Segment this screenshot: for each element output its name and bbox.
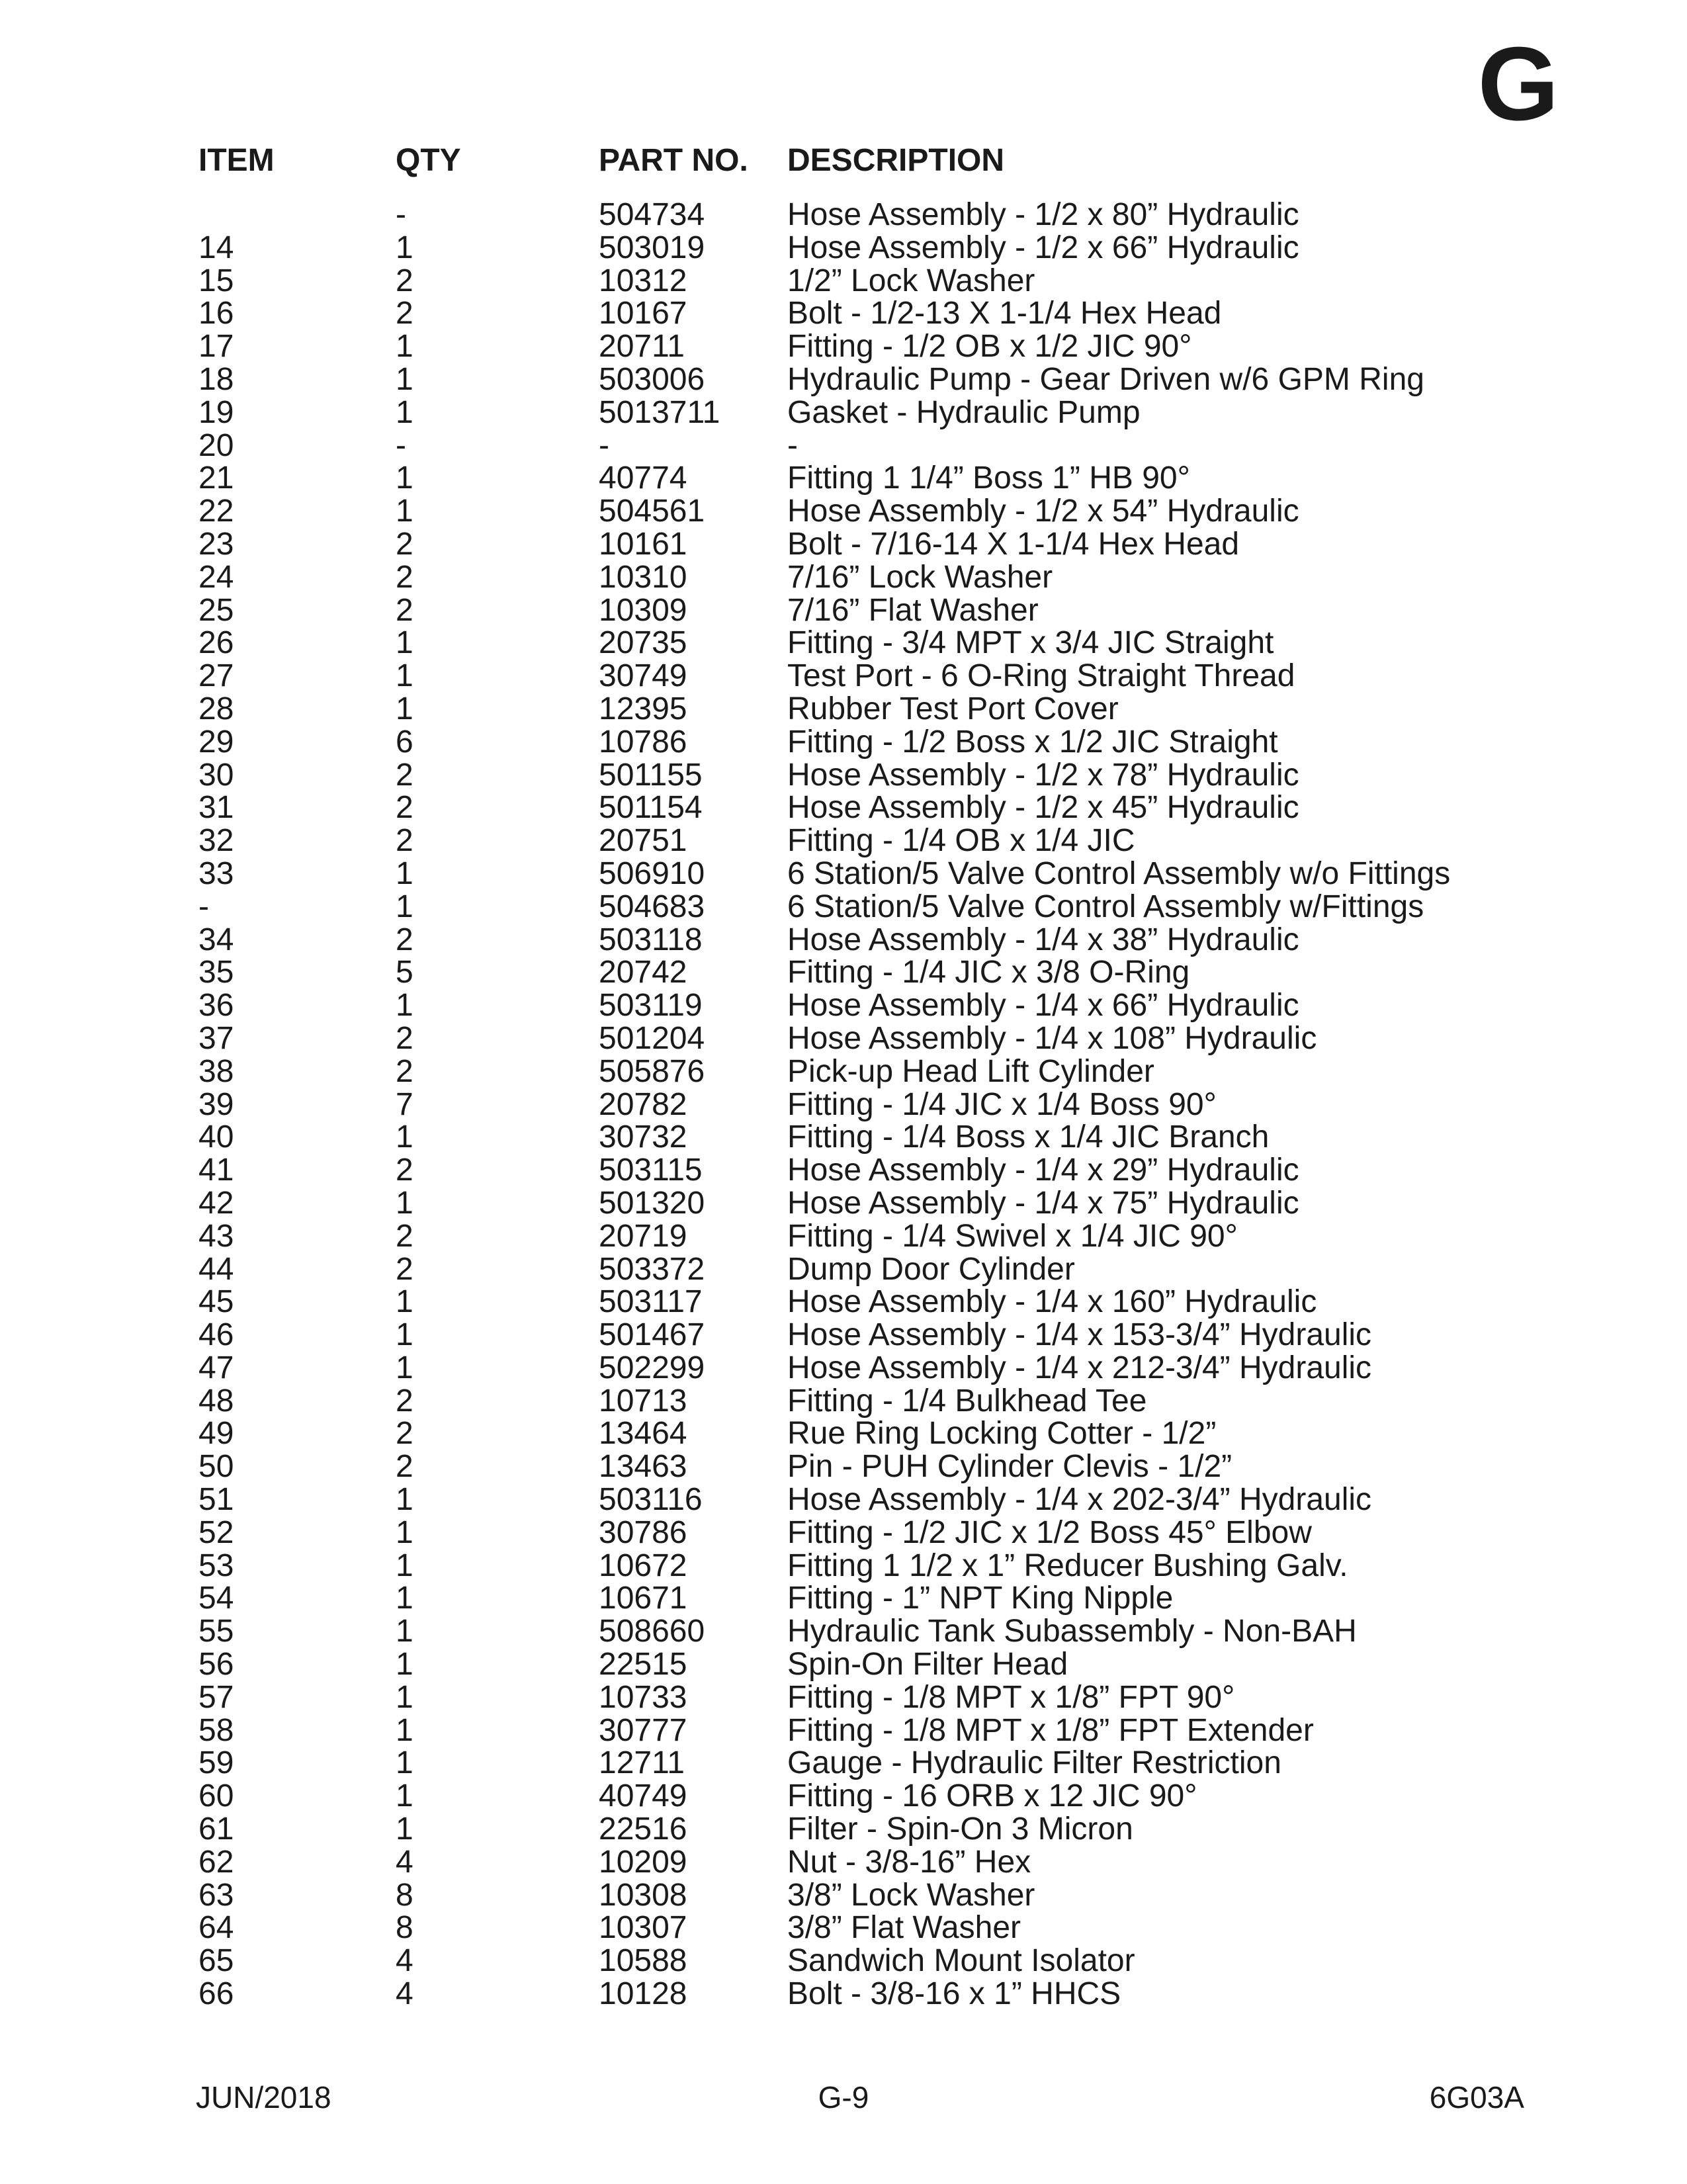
description-cell: Fitting 1 1/4” Boss 1” HB 90° [787, 460, 1190, 496]
description-cell: Fitting - 1/4 JIC x 3/8 O-Ring [787, 955, 1190, 990]
qty-cell: 1 [396, 691, 413, 726]
part-no-cell: 10310 [599, 559, 687, 595]
qty-cell: 8 [396, 1877, 413, 1913]
qty-cell: 1 [396, 1350, 413, 1385]
table-row [0, 1681, 1687, 1714]
part-no-cell: 12711 [599, 1745, 685, 1781]
table-row [0, 660, 1687, 693]
item-cell: 26 [198, 625, 234, 661]
table-row [0, 561, 1687, 594]
description-cell: Fitting - 1/2 Boss x 1/2 JIC Straight [787, 724, 1278, 760]
description-cell: Hose Assembly - 1/4 x 38” Hydraulic [787, 922, 1299, 957]
qty-cell: 1 [396, 658, 413, 694]
qty-cell: 1 [396, 361, 413, 397]
footer-page-number: G-9 [818, 2080, 869, 2115]
table-row [0, 1055, 1687, 1088]
item-cell: 34 [198, 922, 234, 957]
part-no-cell: 503119 [599, 988, 703, 1024]
qty-cell: 2 [396, 1153, 413, 1188]
item-cell: 37 [198, 1020, 234, 1056]
table-row [0, 297, 1687, 330]
table-row [0, 1813, 1687, 1846]
description-cell: Sandwich Mount Isolator [787, 1943, 1135, 1979]
table-row [0, 462, 1687, 495]
description-cell: Hose Assembly - 1/2 x 80” Hydraulic [787, 197, 1299, 232]
description-cell: Hose Assembly - 1/2 x 66” Hydraulic [787, 230, 1299, 265]
part-no-cell: 503115 [599, 1153, 703, 1188]
part-no-cell: 22516 [599, 1812, 687, 1847]
table-row [0, 1615, 1687, 1648]
table-header [0, 141, 1687, 181]
qty-cell: 2 [396, 1416, 413, 1452]
item-cell: 18 [198, 361, 234, 397]
description-cell: Hose Assembly - 1/4 x 29” Hydraulic [787, 1153, 1299, 1188]
section-letter: G [1477, 26, 1559, 142]
qty-cell: 2 [396, 757, 413, 793]
item-cell: 53 [198, 1548, 234, 1583]
table-row [0, 1516, 1687, 1550]
item-cell: 14 [198, 230, 234, 265]
description-cell: Hose Assembly - 1/2 x 54” Hydraulic [787, 494, 1299, 529]
table-row [0, 956, 1687, 989]
table-row [0, 330, 1687, 363]
part-no-cell: 504683 [599, 889, 705, 924]
part-no-cell: 20742 [599, 955, 687, 990]
item-cell: - [198, 889, 209, 924]
item-cell: 57 [198, 1679, 234, 1715]
qty-cell: 2 [396, 1383, 413, 1419]
description-cell: Hose Assembly - 1/4 x 212-3/4” Hydraulic [787, 1350, 1372, 1385]
part-no-cell: 22515 [599, 1647, 687, 1682]
qty-cell: 2 [396, 559, 413, 595]
qty-cell: 2 [396, 823, 413, 859]
part-no-cell: 10671 [599, 1581, 687, 1616]
part-no-cell: 505876 [599, 1053, 705, 1089]
part-no-cell: 10733 [599, 1679, 687, 1715]
item-cell: 23 [198, 526, 234, 562]
qty-cell: 1 [396, 1581, 413, 1616]
item-cell: 20 [198, 427, 234, 463]
part-no-cell: 503372 [599, 1251, 705, 1287]
qty-cell: 1 [396, 494, 413, 529]
qty-cell: 2 [396, 296, 413, 331]
description-cell: Fitting 1 1/2 x 1” Reducer Bushing Galv. [787, 1548, 1348, 1583]
qty-cell: 1 [396, 1712, 413, 1748]
item-cell: 28 [198, 691, 234, 726]
part-no-cell: 10713 [599, 1383, 687, 1419]
description-cell: Pin - PUH Cylinder Clevis - 1/2” [787, 1449, 1233, 1485]
description-cell: Fitting - 1/2 JIC x 1/2 Boss 45° Elbow [787, 1514, 1312, 1550]
description-cell: Hose Assembly - 1/2 x 45” Hydraulic [787, 790, 1299, 826]
qty-cell: 1 [396, 1119, 413, 1155]
item-cell: 42 [198, 1185, 234, 1221]
item-cell: 52 [198, 1514, 234, 1550]
description-cell: Bolt - 3/8-16 x 1” HHCS [787, 1976, 1121, 2012]
qty-cell: 2 [396, 263, 413, 298]
table-row [0, 363, 1687, 396]
qty-cell: 1 [396, 1614, 413, 1649]
part-no-cell: 20751 [599, 823, 687, 859]
table-row [0, 1944, 1687, 1978]
table-row [0, 1747, 1687, 1780]
description-cell: Hose Assembly - 1/4 x 153-3/4” Hydraulic [787, 1317, 1372, 1353]
part-no-cell: 10167 [599, 296, 687, 331]
description-cell: Fitting - 1/4 Swivel x 1/4 JIC 90° [787, 1218, 1238, 1254]
table-row [0, 759, 1687, 792]
qty-cell: 1 [396, 855, 413, 891]
description-cell: Spin-On Filter Head [787, 1647, 1068, 1682]
table-row [0, 495, 1687, 528]
part-no-cell: 503117 [599, 1284, 703, 1320]
table-row [0, 726, 1687, 759]
part-no-cell: 10307 [599, 1910, 687, 1946]
description-cell: Hydraulic Tank Subassembly - Non-BAH [787, 1614, 1357, 1649]
description-cell: Hose Assembly - 1/4 x 75” Hydraulic [787, 1185, 1299, 1221]
description-cell: Hose Assembly - 1/4 x 108” Hydraulic [787, 1020, 1317, 1056]
qty-cell: 2 [396, 1053, 413, 1089]
qty-cell: 5 [396, 955, 413, 990]
qty-cell: 1 [396, 329, 413, 365]
table-row [0, 1253, 1687, 1286]
item-cell: 39 [198, 1086, 234, 1122]
item-cell: 15 [198, 263, 234, 298]
description-cell: Fitting - 1” NPT King Nipple [787, 1581, 1174, 1616]
item-cell: 58 [198, 1712, 234, 1748]
qty-cell: 4 [396, 1976, 413, 2012]
part-no-cell: 20711 [599, 329, 685, 365]
part-no-cell: 10161 [599, 526, 687, 562]
qty-cell: 1 [396, 1679, 413, 1715]
part-no-cell: 30732 [599, 1119, 687, 1155]
table-row [0, 989, 1687, 1022]
description-cell: 3/8” Flat Washer [787, 1910, 1021, 1946]
item-cell: 29 [198, 724, 234, 760]
table-row [0, 1714, 1687, 1747]
table-row [0, 265, 1687, 298]
table-row [0, 1978, 1687, 2011]
description-cell: Bolt - 1/2-13 X 1-1/4 Hex Head [787, 296, 1222, 331]
qty-cell: 2 [396, 526, 413, 562]
table-row [0, 396, 1687, 429]
description-cell: Dump Door Cylinder [787, 1251, 1075, 1287]
table-row [0, 1121, 1687, 1154]
header-qty: QTY [396, 143, 461, 178]
qty-cell: 2 [396, 922, 413, 957]
part-no-cell: 13463 [599, 1449, 687, 1485]
item-cell: 21 [198, 460, 234, 496]
part-no-cell: 10128 [599, 1976, 687, 2012]
table-row [0, 1319, 1687, 1352]
part-no-cell: 502299 [599, 1350, 705, 1385]
item-cell: 44 [198, 1251, 234, 1287]
table-row [0, 429, 1687, 462]
item-cell: 54 [198, 1581, 234, 1616]
item-cell: 48 [198, 1383, 234, 1419]
qty-cell: 7 [396, 1086, 413, 1122]
part-no-cell: 504561 [599, 494, 705, 529]
description-cell: Fitting - 1/4 OB x 1/4 JIC [787, 823, 1135, 859]
table-row [0, 824, 1687, 857]
qty-cell: 1 [396, 1745, 413, 1781]
qty-cell: 1 [396, 1778, 413, 1814]
description-cell: Pick-up Head Lift Cylinder [787, 1053, 1154, 1089]
item-cell: 64 [198, 1910, 234, 1946]
description-cell: Hose Assembly - 1/4 x 160” Hydraulic [787, 1284, 1317, 1320]
qty-cell: 2 [396, 1218, 413, 1254]
description-cell: Hose Assembly - 1/4 x 202-3/4” Hydraulic [787, 1482, 1372, 1518]
part-no-cell: 501204 [599, 1020, 705, 1056]
qty-cell: 1 [396, 1514, 413, 1550]
table-row [0, 1846, 1687, 1879]
header-part-no: PART NO. [599, 143, 748, 178]
item-cell: 43 [198, 1218, 234, 1254]
part-no-cell: 503019 [599, 230, 705, 265]
description-cell: 6 Station/5 Valve Control Assembly w/Fittings [787, 889, 1424, 924]
qty-cell: 2 [396, 1020, 413, 1056]
part-no-cell: 503118 [599, 922, 703, 957]
table-row [0, 1450, 1687, 1483]
part-no-cell: 10588 [599, 1943, 687, 1979]
description-cell: Fitting - 1/8 MPT x 1/8” FPT Extender [787, 1712, 1314, 1748]
qty-cell: - [396, 427, 406, 463]
part-no-cell: 504734 [599, 197, 705, 232]
header-item: ITEM [198, 143, 275, 178]
part-no-cell: 501467 [599, 1317, 705, 1353]
qty-cell: 1 [396, 625, 413, 661]
part-no-cell: 10309 [599, 592, 687, 628]
description-cell: Fitting - 1/4 Bulkhead Tee [787, 1383, 1147, 1419]
item-cell: 24 [198, 559, 234, 595]
header-description: DESCRIPTION [787, 143, 1005, 178]
qty-cell: 1 [396, 460, 413, 496]
qty-cell: - [396, 197, 406, 232]
description-cell: Fitting - 16 ORB x 12 JIC 90° [787, 1778, 1197, 1814]
description-cell: 7/16” Lock Washer [787, 559, 1053, 595]
item-cell: 32 [198, 823, 234, 859]
part-no-cell: 30777 [599, 1712, 687, 1748]
table-row [0, 528, 1687, 561]
item-cell: 55 [198, 1614, 234, 1649]
qty-cell: 1 [396, 1482, 413, 1518]
item-cell: 61 [198, 1812, 234, 1847]
table-row [0, 1648, 1687, 1681]
table-row [0, 1022, 1687, 1055]
part-no-cell: 10308 [599, 1877, 687, 1913]
qty-cell: 1 [396, 1548, 413, 1583]
part-no-cell: 12395 [599, 691, 687, 726]
table-row [0, 1780, 1687, 1813]
description-cell: Fitting - 1/4 Boss x 1/4 JIC Branch [787, 1119, 1270, 1155]
description-cell: - [787, 427, 798, 463]
qty-cell: 1 [396, 1185, 413, 1221]
table-row [0, 1352, 1687, 1385]
page-footer [0, 2077, 1687, 2117]
item-cell: 65 [198, 1943, 234, 1979]
description-cell: Filter - Spin-On 3 Micron [787, 1812, 1133, 1847]
part-no-cell: 508660 [599, 1614, 705, 1649]
footer-date: JUN/2018 [196, 2080, 331, 2115]
description-cell: Hose Assembly - 1/2 x 78” Hydraulic [787, 757, 1299, 793]
qty-cell: 1 [396, 1647, 413, 1682]
part-no-cell: 10786 [599, 724, 687, 760]
part-no-cell: 40774 [599, 460, 687, 496]
qty-cell: 2 [396, 790, 413, 826]
qty-cell: 1 [396, 230, 413, 265]
part-no-cell: 20735 [599, 625, 687, 661]
qty-cell: 1 [396, 988, 413, 1024]
table-row [0, 891, 1687, 924]
table-row [0, 1154, 1687, 1187]
description-cell: Fitting - 3/4 MPT x 3/4 JIC Straight [787, 625, 1274, 661]
description-cell: 7/16” Flat Washer [787, 592, 1039, 628]
item-cell: 19 [198, 394, 234, 430]
qty-cell: 2 [396, 1449, 413, 1485]
item-cell: 17 [198, 329, 234, 365]
table-row [0, 857, 1687, 891]
item-cell: 47 [198, 1350, 234, 1385]
qty-cell: 2 [396, 1251, 413, 1287]
item-cell: 51 [198, 1482, 234, 1518]
part-no-cell: 13464 [599, 1416, 687, 1452]
item-cell: 16 [198, 296, 234, 331]
item-cell: 27 [198, 658, 234, 694]
part-no-cell: 10312 [599, 263, 687, 298]
table-row [0, 1911, 1687, 1944]
item-cell: 41 [198, 1153, 234, 1188]
description-cell: Rue Ring Locking Cotter - 1/2” [787, 1416, 1217, 1452]
qty-cell: 2 [396, 592, 413, 628]
description-cell: 3/8” Lock Washer [787, 1877, 1035, 1913]
table-row [0, 693, 1687, 726]
table-row [0, 1088, 1687, 1121]
item-cell: 33 [198, 855, 234, 891]
description-cell: Fitting - 1/2 OB x 1/2 JIC 90° [787, 329, 1192, 365]
description-cell: Nut - 3/8-16” Hex [787, 1844, 1031, 1880]
part-no-cell: 20719 [599, 1218, 687, 1254]
qty-cell: 4 [396, 1844, 413, 1880]
item-cell: 38 [198, 1053, 234, 1089]
qty-cell: 1 [396, 1812, 413, 1847]
item-cell: 60 [198, 1778, 234, 1814]
item-cell: 62 [198, 1844, 234, 1880]
table-row [0, 1582, 1687, 1615]
part-no-cell: 501154 [599, 790, 703, 826]
part-no-cell: 501155 [599, 757, 703, 793]
part-no-cell: 30749 [599, 658, 687, 694]
description-cell: Fitting - 1/8 MPT x 1/8” FPT 90° [787, 1679, 1235, 1715]
part-no-cell: 30786 [599, 1514, 687, 1550]
item-cell: 36 [198, 988, 234, 1024]
item-cell: 49 [198, 1416, 234, 1452]
part-no-cell: 506910 [599, 855, 705, 891]
part-no-cell: 501320 [599, 1185, 705, 1221]
part-no-cell: 503006 [599, 361, 705, 397]
item-cell: 63 [198, 1877, 234, 1913]
table-row [0, 594, 1687, 627]
table-row [0, 924, 1687, 957]
item-cell: 40 [198, 1119, 234, 1155]
part-no-cell: 20782 [599, 1086, 687, 1122]
item-cell: 46 [198, 1317, 234, 1353]
qty-cell: 4 [396, 1943, 413, 1979]
description-cell: Bolt - 7/16-14 X 1-1/4 Hex Head [787, 526, 1240, 562]
description-cell: 1/2” Lock Washer [787, 263, 1035, 298]
description-cell: Gasket - Hydraulic Pump [787, 394, 1141, 430]
item-cell: 50 [198, 1449, 234, 1485]
description-cell: Hose Assembly - 1/4 x 66” Hydraulic [787, 988, 1299, 1024]
item-cell: 59 [198, 1745, 234, 1781]
qty-cell: 1 [396, 1284, 413, 1320]
table-row [0, 627, 1687, 660]
qty-cell: 1 [396, 1317, 413, 1353]
part-no-cell: 503116 [599, 1482, 703, 1518]
table-row [0, 1417, 1687, 1450]
description-cell: Test Port - 6 O-Ring Straight Thread [787, 658, 1295, 694]
part-no-cell: - [599, 427, 609, 463]
item-cell: 22 [198, 494, 234, 529]
table-row [0, 1879, 1687, 1912]
item-cell: 56 [198, 1647, 234, 1682]
description-cell: Gauge - Hydraulic Filter Restriction [787, 1745, 1281, 1781]
table-row [0, 1550, 1687, 1583]
qty-cell: 1 [396, 394, 413, 430]
item-cell: 25 [198, 592, 234, 628]
item-cell: 31 [198, 790, 234, 826]
part-no-cell: 10672 [599, 1548, 687, 1583]
table-row [0, 1187, 1687, 1220]
qty-cell: 6 [396, 724, 413, 760]
item-cell: 66 [198, 1976, 234, 2012]
table-row [0, 1220, 1687, 1253]
description-cell: Hydraulic Pump - Gear Driven w/6 GPM Ring [787, 361, 1424, 397]
description-cell: Rubber Test Port Cover [787, 691, 1119, 726]
item-cell: 30 [198, 757, 234, 793]
item-cell: 45 [198, 1284, 234, 1320]
table-row [0, 1483, 1687, 1516]
parts-table [0, 198, 1687, 2011]
table-row [0, 1385, 1687, 1418]
description-cell: 6 Station/5 Valve Control Assembly w/o Fittings [787, 855, 1451, 891]
qty-cell: 1 [396, 889, 413, 924]
part-no-cell: 5013711 [599, 394, 720, 430]
table-row [0, 198, 1687, 232]
part-no-cell: 40749 [599, 1778, 687, 1814]
footer-doc-code: 6G03A [1429, 2080, 1524, 2115]
qty-cell: 8 [396, 1910, 413, 1946]
part-no-cell: 10209 [599, 1844, 687, 1880]
description-cell: Fitting - 1/4 JIC x 1/4 Boss 90° [787, 1086, 1217, 1122]
table-row [0, 232, 1687, 265]
item-cell: 35 [198, 955, 234, 990]
table-row [0, 791, 1687, 824]
table-row [0, 1286, 1687, 1319]
